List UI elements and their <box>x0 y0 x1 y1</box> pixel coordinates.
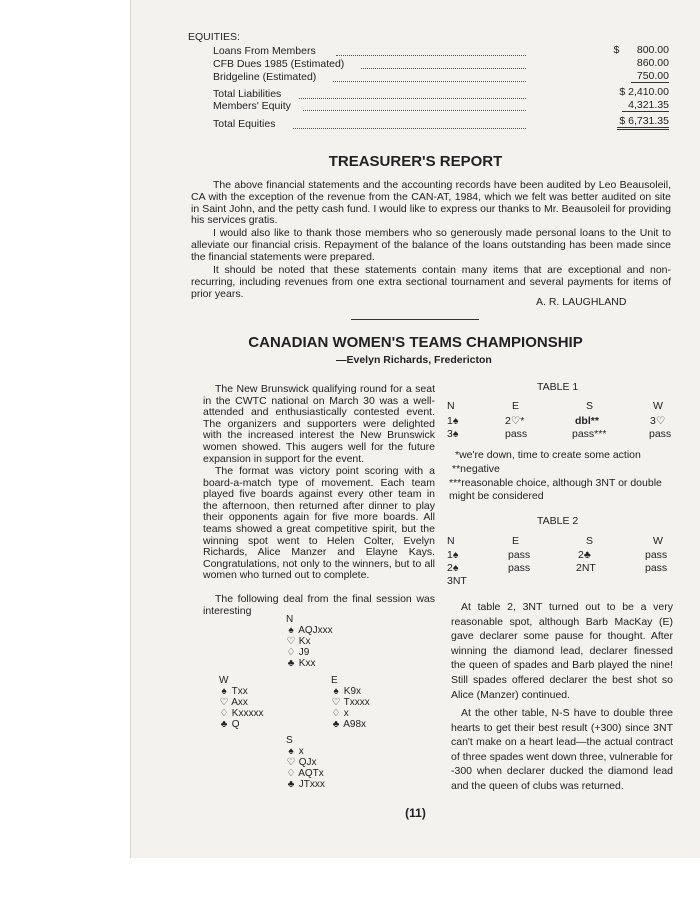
club-icon: ♣ <box>287 779 295 790</box>
east-hand <box>331 675 370 730</box>
diamonds-holding: J9 <box>298 647 310 658</box>
clubs-holding: Kxx <box>298 658 316 669</box>
table1-note: **negative <box>452 463 500 475</box>
table2-header: N <box>447 535 455 547</box>
table1-note: *we're down, time to create some action <box>455 449 641 461</box>
spade-icon: ♠ <box>288 625 294 636</box>
table1-header: S <box>586 400 594 412</box>
north-hand <box>286 614 333 669</box>
article-title: CANADIAN WOMEN'S TEAMS CHAMPIONSHIP <box>248 334 583 351</box>
clubs-holding: JTxxx <box>298 779 325 790</box>
table2-header: E <box>512 535 520 547</box>
diamonds-holding: Kxxxxx <box>231 708 264 719</box>
bid-cell: 3♡ <box>650 415 666 427</box>
bid-cell: 2♠ <box>447 562 459 574</box>
treasurer-report-title: TREASURER'S REPORT <box>328 153 503 170</box>
bid-cell: dbl** <box>575 415 599 427</box>
diamonds-holding: x <box>343 708 349 719</box>
treasurer-paragraph: The above financial statements and the accounting records have been audited by Leo Beausoleil, CA with the exception of the revenue from the CAN-AT, 1984, which we felt was better audited on site in Saint John, and the petty cash fund. I would like to express our thanks to Mr. Beausoleil for providing his services gratis. <box>191 179 671 227</box>
bid-cell: 3♠ <box>447 428 459 440</box>
bid-cell: 3NT <box>447 575 467 587</box>
article-paragraph: At table 2, 3NT turned out to be a very reasonable spot, although Barb MacKay (E) gave declarer some pause for thought. After winning the diamond lead, declarer finessed the queen of spades and Barb played the nine! Still spades offered declarer the best shot so Alice (Manzer) continued. <box>451 601 673 701</box>
seat-label: W <box>219 675 229 686</box>
article-paragraph: The following deal from the final session was interesting <box>203 593 435 617</box>
leader-dots <box>303 110 526 111</box>
west-hand <box>219 675 263 730</box>
equity-amount: $ 6,731.35 <box>617 115 669 130</box>
signature: A. R. LAUGHLAND <box>536 296 627 308</box>
seat-label: S <box>286 735 293 746</box>
diamonds-holding: AQTx <box>298 768 324 779</box>
table1-note: ***reasonable choice, although 3NT or double might be considered <box>449 477 662 502</box>
clubs-holding: A98x <box>343 719 367 730</box>
heart-icon: ♡ <box>331 697 341 708</box>
table2-title: TABLE 2 <box>537 515 579 527</box>
section-divider <box>351 319 479 320</box>
equity-label: Loans From Members <box>213 45 316 57</box>
diamond-icon: ♢ <box>286 768 296 779</box>
leader-dots <box>361 68 526 69</box>
bid-cell: pass*** <box>572 428 607 440</box>
bid-cell: pass <box>508 562 531 574</box>
table1-title: TABLE 1 <box>537 381 579 393</box>
equity-amount: 750.00 <box>631 70 669 83</box>
spades-holding: x <box>298 746 304 757</box>
equity-amount: $ 800.00 <box>613 44 669 56</box>
bid-cell: pass <box>645 562 668 574</box>
spade-icon: ♠ <box>288 746 294 757</box>
article-byline: —Evelyn Richards, Fredericton <box>336 354 492 366</box>
equity-label: Members' Equity <box>213 100 291 112</box>
diamond-icon: ♢ <box>286 647 296 658</box>
leader-dots <box>299 98 526 99</box>
equity-amount: 860.00 <box>636 57 669 69</box>
bid-cell: pass <box>508 549 531 561</box>
hearts-holding: Axx <box>231 697 248 708</box>
table1-header: W <box>653 400 663 412</box>
leader-dots <box>336 55 526 56</box>
clubs-holding: Q <box>231 719 240 730</box>
seat-label: E <box>331 675 338 686</box>
hearts-holding: Kx <box>298 636 311 647</box>
treasurer-paragraph: I would also like to thank those members who so generously made personal loans to the Unit to alleviate our financial crisis. Repayment of the balance of the loans outstanding has been made since the financial statements were prepared. <box>191 227 671 263</box>
heart-icon: ♡ <box>219 697 229 708</box>
spades-holding: K9x <box>343 686 362 697</box>
treasurer-paragraph: It should be noted that these statements contain many items that are exceptional and non-recurring, including revenues from one extra sectional tournament and several payments for items of prior years. <box>191 264 671 300</box>
spades-holding: Txx <box>231 686 248 697</box>
heart-icon: ♡ <box>286 636 296 647</box>
equities-header: EQUITIES: <box>188 31 240 43</box>
diamond-icon: ♢ <box>219 708 229 719</box>
leader-dots <box>333 81 526 82</box>
table1-header: E <box>512 400 520 412</box>
spade-icon: ♠ <box>221 686 227 697</box>
table2-header: S <box>586 535 594 547</box>
club-icon: ♣ <box>220 719 228 730</box>
bid-cell: 1♠ <box>447 415 459 427</box>
article-paragraph: The New Brunswick qualifying round for a seat in the CWTC national on March 30 was a well-attended and enthusiastically contested event. The organizers and supporters were delighted with the increased interest the New Brunswick women showed. This augers well for the future expansion in support for the event. <box>203 383 435 465</box>
bid-cell: 2NT <box>576 562 596 574</box>
page-number: (11) <box>405 806 426 820</box>
club-icon: ♣ <box>287 658 295 669</box>
spades-holding: AQJxxx <box>298 625 333 636</box>
bid-cell: 2♣ <box>578 549 591 561</box>
hearts-holding: Txxxx <box>343 697 370 708</box>
article-paragraph: The format was victory point scoring with a board-a-match type of movement. Each team played five boards against every other team in the afternoon, then returned after dinner to play their opponents again for five more boards. All teams showed a great competitive spirit, but the winning spot went to Helen Colter, Evelyn Richards, Alice Manzer and Elayne Kays. Congratulations, not only to the winners, but to all women who turned out to complete. <box>203 465 435 582</box>
table1-header: N <box>447 400 455 412</box>
seat-label: N <box>286 614 294 625</box>
equity-label: Total Liabilities <box>213 88 282 100</box>
bid-cell: pass <box>645 549 668 561</box>
bid-cell: 1♠ <box>447 549 459 561</box>
document-page <box>131 0 700 858</box>
bid-cell: 2♡* <box>505 415 525 427</box>
club-icon: ♣ <box>332 719 340 730</box>
bid-cell: pass <box>505 428 528 440</box>
table2-header: W <box>653 535 663 547</box>
equity-label: Total Equities <box>213 118 276 130</box>
spade-icon: ♠ <box>333 686 339 697</box>
heart-icon: ♡ <box>286 757 296 768</box>
leader-dots <box>293 128 526 129</box>
equity-amount: 4,321.35 <box>622 99 669 112</box>
equity-label: CFB Dues 1985 (Estimated) <box>213 58 345 70</box>
south-hand <box>286 735 325 790</box>
diamond-icon: ♢ <box>331 708 341 719</box>
hearts-holding: QJx <box>298 757 317 768</box>
equity-label: Bridgeline (Estimated) <box>213 71 317 83</box>
bid-cell: pass <box>649 428 672 440</box>
article-paragraph: At the other table, N-S have to double three hearts to get their best result (+300) since 3NT can't make on a heart lead—the actual contract of three spades went down three, vulnerable for -300 when declarer ducked the diamond lead and the queen of clubs was returned. <box>451 707 673 792</box>
equity-amount: $ 2,410.00 <box>619 86 669 98</box>
